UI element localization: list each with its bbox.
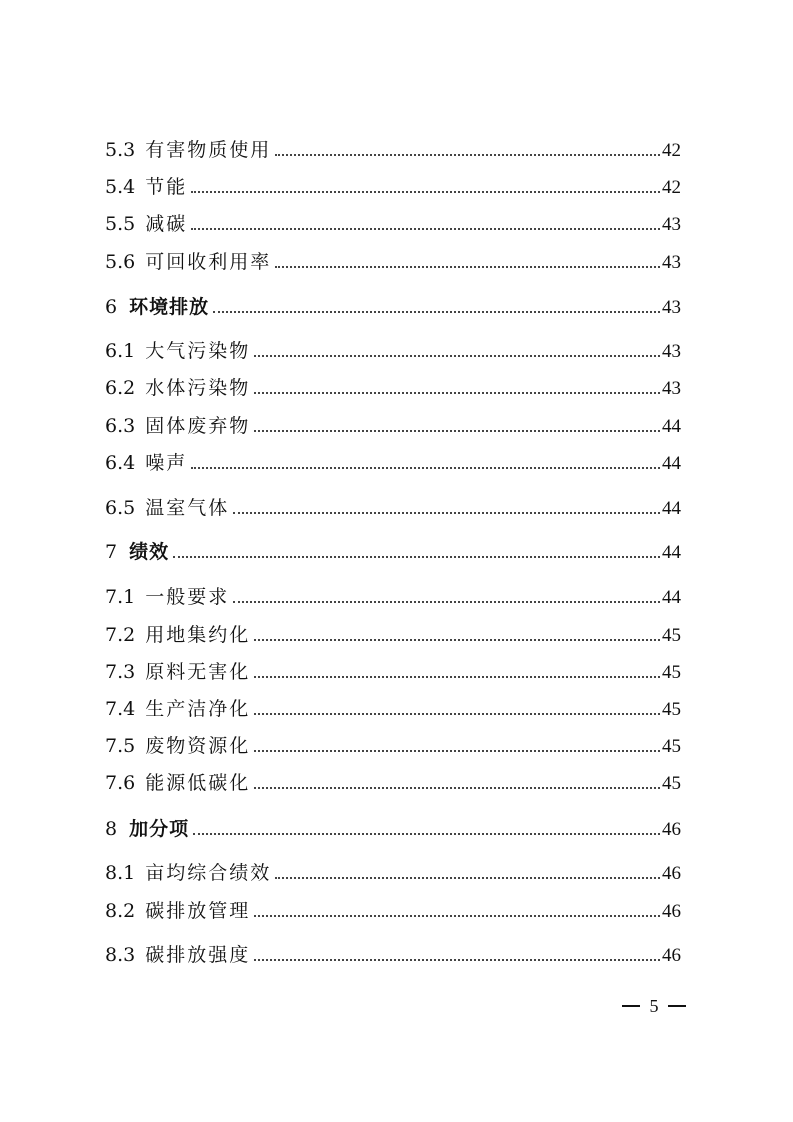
toc-entry-title: 大气污染物 — [145, 340, 251, 362]
toc-entry-title: 加分项 — [129, 818, 190, 840]
toc-entry-title: 能源低碳化 — [145, 772, 251, 794]
toc-entry-number: 7.4 — [105, 698, 136, 720]
dot-leader — [254, 392, 660, 394]
toc-section-entry[interactable] — [105, 488, 681, 518]
toc-entry-number: 5.3 — [105, 139, 136, 161]
dot-leader — [213, 311, 660, 313]
dot-leader — [254, 355, 660, 357]
toc-entry-page: 44 — [662, 498, 681, 519]
toc-entry-page: 44 — [662, 416, 681, 437]
toc-entry-number: 6.3 — [105, 415, 136, 437]
toc-entry-number: 5.4 — [105, 176, 136, 198]
toc-entry-title: 温室气体 — [145, 497, 230, 519]
dot-leader — [193, 833, 660, 835]
dot-leader — [191, 228, 660, 230]
toc-section-entry[interactable] — [105, 652, 681, 682]
dot-leader — [254, 713, 660, 715]
toc-entry-title: 生产洁净化 — [145, 698, 251, 720]
dot-leader — [254, 430, 660, 432]
toc-entry-title: 碳排放强度 — [145, 944, 251, 966]
dot-leader — [254, 750, 660, 752]
toc-section-entry[interactable] — [105, 443, 681, 473]
toc-entry-number: 8.2 — [105, 900, 136, 922]
toc-section-entry[interactable] — [105, 891, 681, 921]
right-dash — [668, 1005, 686, 1007]
toc-chapter-entry[interactable] — [105, 809, 681, 839]
toc-entry-page: 45 — [662, 736, 681, 757]
left-dash — [622, 1005, 640, 1007]
toc-entry-title: 亩均综合绩效 — [145, 862, 272, 884]
toc-entry-title: 环境排放 — [129, 296, 210, 318]
toc-entry-page: 43 — [662, 341, 681, 362]
page-number: 5 — [649, 995, 659, 1016]
toc-entry-title: 废物资源化 — [145, 735, 251, 757]
toc-entry-page: 44 — [662, 542, 681, 563]
toc-entry-number: 7.5 — [105, 735, 136, 757]
toc-entry-number: 6.2 — [105, 377, 136, 399]
toc-entry-page: 44 — [662, 453, 681, 474]
toc-entry-title: 节能 — [145, 176, 188, 198]
toc-section-entry[interactable] — [105, 331, 681, 361]
toc-entry-number: 7.6 — [105, 772, 136, 794]
dot-leader — [254, 639, 660, 641]
dot-leader — [254, 676, 660, 678]
toc-entry-number: 6.1 — [105, 340, 136, 362]
dot-leader — [233, 601, 660, 603]
toc-entry-number: 6 — [105, 296, 118, 318]
toc-entry-title: 减碳 — [145, 213, 188, 235]
toc-section-entry[interactable] — [105, 242, 681, 272]
toc-section-entry[interactable] — [105, 853, 681, 883]
toc-entry-title: 可回收利用率 — [145, 251, 272, 273]
toc-entry-page: 46 — [662, 901, 681, 922]
toc-entry-page: 42 — [662, 140, 681, 161]
toc-entry-page: 43 — [662, 378, 681, 399]
dot-leader — [275, 877, 660, 879]
toc-entry-number: 5.5 — [105, 213, 136, 235]
toc-section-entry[interactable] — [105, 763, 681, 793]
toc-entry-title: 一般要求 — [145, 586, 230, 608]
toc-section-entry[interactable] — [105, 935, 681, 965]
toc-entry-title: 有害物质使用 — [145, 139, 272, 161]
toc-entry-page: 45 — [662, 773, 681, 794]
toc-entry-page: 42 — [662, 177, 681, 198]
toc-entry-number: 7 — [105, 541, 118, 563]
toc-entry-number: 5.6 — [105, 251, 136, 273]
toc-entry-title: 用地集约化 — [145, 624, 251, 646]
toc-entry-page: 43 — [662, 252, 681, 273]
toc-section-entry[interactable] — [105, 368, 681, 398]
dot-leader — [233, 512, 660, 514]
toc-entry-page: 45 — [662, 662, 681, 683]
toc-entry-page: 43 — [662, 214, 681, 235]
dot-leader — [254, 915, 660, 917]
dot-leader — [275, 154, 660, 156]
dot-leader — [191, 467, 660, 469]
toc-entry-page: 46 — [662, 863, 681, 884]
dot-leader — [173, 556, 660, 558]
toc-entry-number: 7.2 — [105, 624, 136, 646]
toc-entry-number: 7.3 — [105, 661, 136, 683]
page-footer — [622, 994, 686, 1018]
toc-entry-title: 固体废弃物 — [145, 415, 251, 437]
toc-section-entry[interactable] — [105, 130, 681, 160]
toc-entry-page: 46 — [662, 945, 681, 966]
toc-section-entry[interactable] — [105, 167, 681, 197]
toc-section-entry[interactable] — [105, 615, 681, 645]
toc-entry-number: 8.3 — [105, 944, 136, 966]
toc-entry-number: 6.5 — [105, 497, 136, 519]
dot-leader — [254, 787, 660, 789]
toc-entry-number: 6.4 — [105, 452, 136, 474]
toc-entry-number: 7.1 — [105, 586, 136, 608]
toc-section-entry[interactable] — [105, 577, 681, 607]
toc-entry-title: 绩效 — [129, 541, 170, 563]
toc-section-entry[interactable] — [105, 204, 681, 234]
toc-entry-title: 噪声 — [145, 452, 188, 474]
toc-section-entry[interactable] — [105, 406, 681, 436]
toc-entry-title: 水体污染物 — [145, 377, 251, 399]
dot-leader — [275, 266, 660, 268]
toc-entry-title: 碳排放管理 — [145, 900, 251, 922]
dot-leader — [191, 191, 660, 193]
toc-entry-title: 原料无害化 — [145, 661, 251, 683]
toc-section-entry[interactable] — [105, 689, 681, 719]
toc-entry-page: 46 — [662, 819, 681, 840]
toc-chapter-entry[interactable] — [105, 287, 681, 317]
toc-chapter-entry[interactable] — [105, 532, 681, 562]
toc-entry-number: 8 — [105, 818, 118, 840]
toc-entry-page: 45 — [662, 699, 681, 720]
toc-entry-page: 45 — [662, 625, 681, 646]
toc-entry-page: 44 — [662, 587, 681, 608]
toc-section-entry[interactable] — [105, 726, 681, 756]
toc-entry-page: 43 — [662, 297, 681, 318]
dot-leader — [254, 959, 660, 961]
toc-entry-number: 8.1 — [105, 862, 136, 884]
